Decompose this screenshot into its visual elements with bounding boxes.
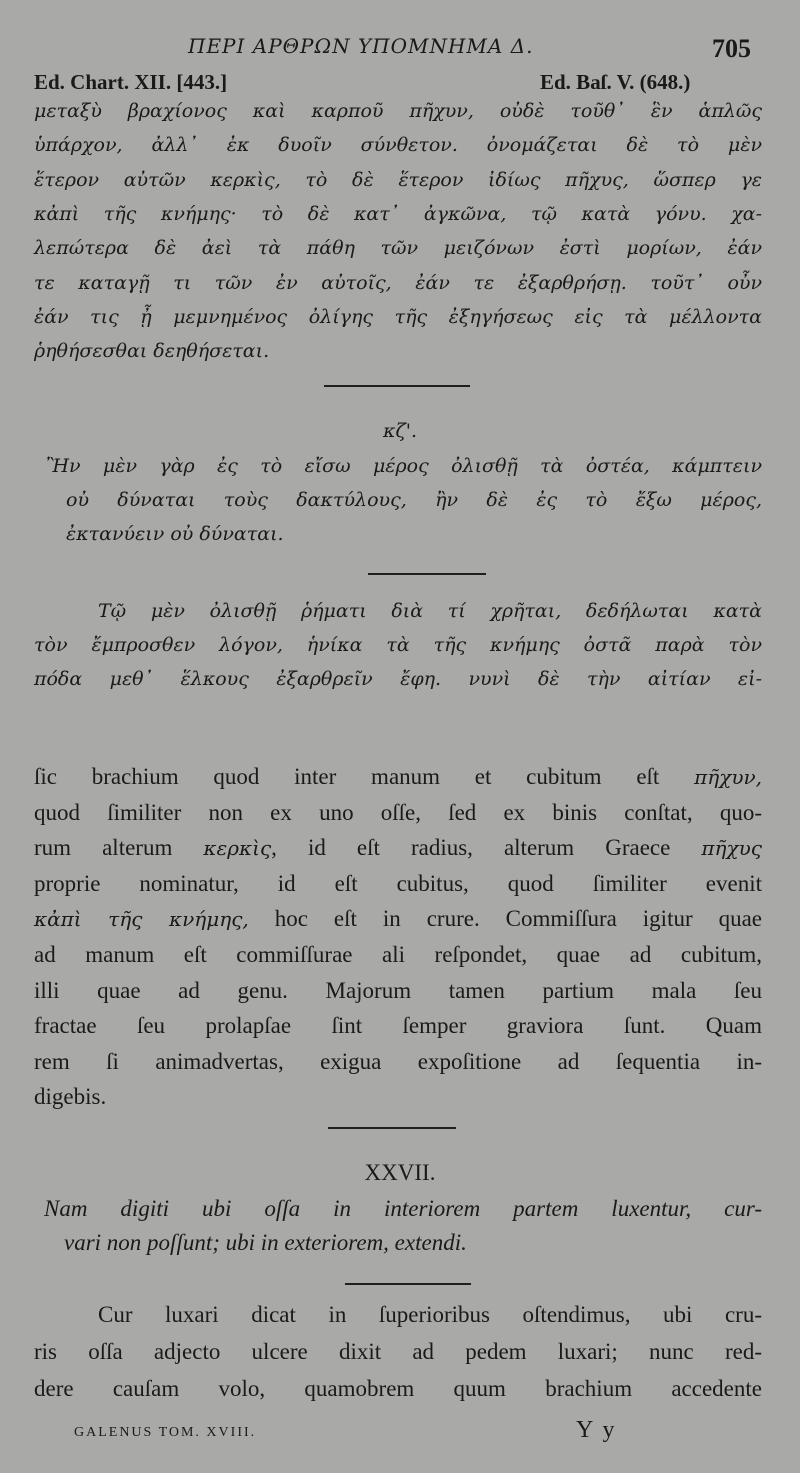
greek-section-number: κζ'.	[382, 420, 418, 442]
text-line: πόδα μεθ᾽ ἕλκους ἐξαρθρεῖν ἔφη. νυνὶ δὲ τὴν αἰτίαν εἰ-	[34, 668, 762, 690]
latin-text: digebis.	[34, 1084, 107, 1110]
latin-text: rem ſi animadvertas, exigua expoſitione ad ſequentia in-	[34, 1048, 762, 1074]
text-line	[34, 1084, 762, 1110]
section-rule	[368, 573, 486, 575]
footer-volume: GALENUS TOM. XVIII.	[74, 1425, 257, 1440]
text-line	[34, 1013, 762, 1039]
section-rule	[328, 1127, 456, 1129]
text-line: λεπώτερα δὲ ἀεὶ τὰ πάθη τῶν μειζόνων ἐστὶ μορίων, ἐάν	[34, 237, 762, 260]
text-line	[34, 871, 762, 897]
latin-text: fractae ſeu prolapſae ſint ſemper graviora ſunt. Quam	[34, 1013, 762, 1039]
text-line: Cur luxari dicat in ſuperioribus oſtendimus, ubi cru-	[98, 1302, 762, 1327]
latin-text: , id eſt radius, alterum Graece	[271, 835, 702, 861]
text-line: τε καταγῇ τι τῶν ἐν αὐτοῖς, ἐάν τε ἐξαρθρήσῃ. τοῦτ᾽ οὖν	[34, 271, 762, 294]
signature-mark: Y y	[576, 1417, 617, 1443]
greek-term: πῆχυν,	[694, 765, 762, 789]
greek-term: κερκὶς	[203, 836, 272, 861]
text-line: οὐ δύναται τοὺς δακτύλους, ἢν δὲ ἐς τὸ ἔξω μέρος,	[66, 489, 762, 511]
edition-basel: Ed. Baſ. V. (648.)	[540, 70, 691, 94]
latin-text: hoc eſt in crure. Commiſſura igitur quae	[248, 906, 762, 932]
text-line: vari non poſſunt; ubi in exteriorem, extendi.	[64, 1230, 467, 1255]
greek-term: κἀπὶ τῆς κνήμης,	[34, 907, 249, 932]
latin-text: ad manum eſt commiſſurae ali reſpondet, quae ad cubitum,	[34, 942, 762, 967]
page-number: 705	[712, 34, 751, 63]
text-line	[34, 942, 762, 968]
text-line	[34, 835, 762, 861]
text-line: ὑπάρχον, ἀλλ᾽ ἐκ δυοῖν σύνθετον. ὀνομάζεται δὲ τὸ μὲν	[34, 134, 762, 157]
edition-chartier: Ed. Chart. XII. [443.]	[34, 70, 228, 94]
section-rule	[324, 385, 470, 387]
text-line: dere cauſam volo, quamobrem quum brachium accedente	[34, 1376, 762, 1401]
text-line: ἕτερον αὐτῶν κερκὶς, τὸ δὲ ἕτερον ἰδίως πῆχυς, ὥσπερ γε	[34, 168, 762, 191]
latin-text: rum alterum	[34, 835, 204, 861]
text-line: Τῷ μὲν ὀλισθῇ ῥήματι διὰ τί χρῆται, δεδήλωται κατὰ	[98, 600, 762, 622]
text-line	[34, 800, 762, 826]
text-line: ῥηθήσεσθαι δεηθήσεται.	[34, 340, 270, 363]
latin-text: ſic brachium quod inter manum et cubitum eſt	[34, 764, 695, 789]
text-line: Ἢν μὲν γὰρ ἐς τὸ εἴσω μέρος ὀλισθῇ τὰ ὀστέα, κάμπτειν	[46, 455, 762, 477]
latin-section-number: XXVII.	[364, 1160, 436, 1185]
text-line: μεταξὺ βραχίονος καὶ καρποῦ πῆχυν, οὐδὲ τοῦθ᾽ ἓν ἁπλῶς	[34, 100, 762, 122]
text-line: ris oſſa adjecto ulcere dixit ad pedem luxari; nunc red-	[34, 1339, 762, 1364]
text-line	[34, 978, 762, 1004]
text-line: τὸν ἔμπροσθεν λόγον, ἡνίκα τὰ τῆς κνήμης ὀστᾶ παρὰ τὸν	[34, 634, 762, 656]
latin-text: proprie nominatur, id eſt cubitus, quod ſimiliter evenit	[34, 870, 762, 896]
text-line	[34, 906, 762, 932]
section-rule	[345, 1283, 471, 1285]
text-line: κἀπὶ τῆς κνήμης· τὸ δὲ κατ᾽ ἀγκῶνα, τῷ κατὰ γόνυ. χα-	[34, 202, 762, 225]
running-title: ΠΕΡΙ ΑΡΘΡΩΝ ΥΠΟΜΝΗΜΑ Δ.	[188, 34, 534, 58]
text-line	[34, 1049, 762, 1075]
latin-text: illi quae ad genu. Majorum tamen partium mala ſeu	[34, 977, 762, 1003]
text-line: ἐάν τις ᾖ μεμνημένος ὀλίγης τῆς ἐξηγήσεως εἰς τὰ μέλλοντα	[34, 305, 762, 328]
text-line	[34, 764, 762, 790]
latin-text: quod ſimiliter non ex uno oſſe, ſed ex binis conſtat, quo-	[34, 799, 762, 825]
text-line: Nam digiti ubi oſſa in interiorem partem luxentur, cur-	[44, 1196, 762, 1221]
greek-term: πῆχυς	[701, 836, 763, 861]
text-line: ἐκτανύειν οὐ δύναται.	[66, 523, 284, 545]
